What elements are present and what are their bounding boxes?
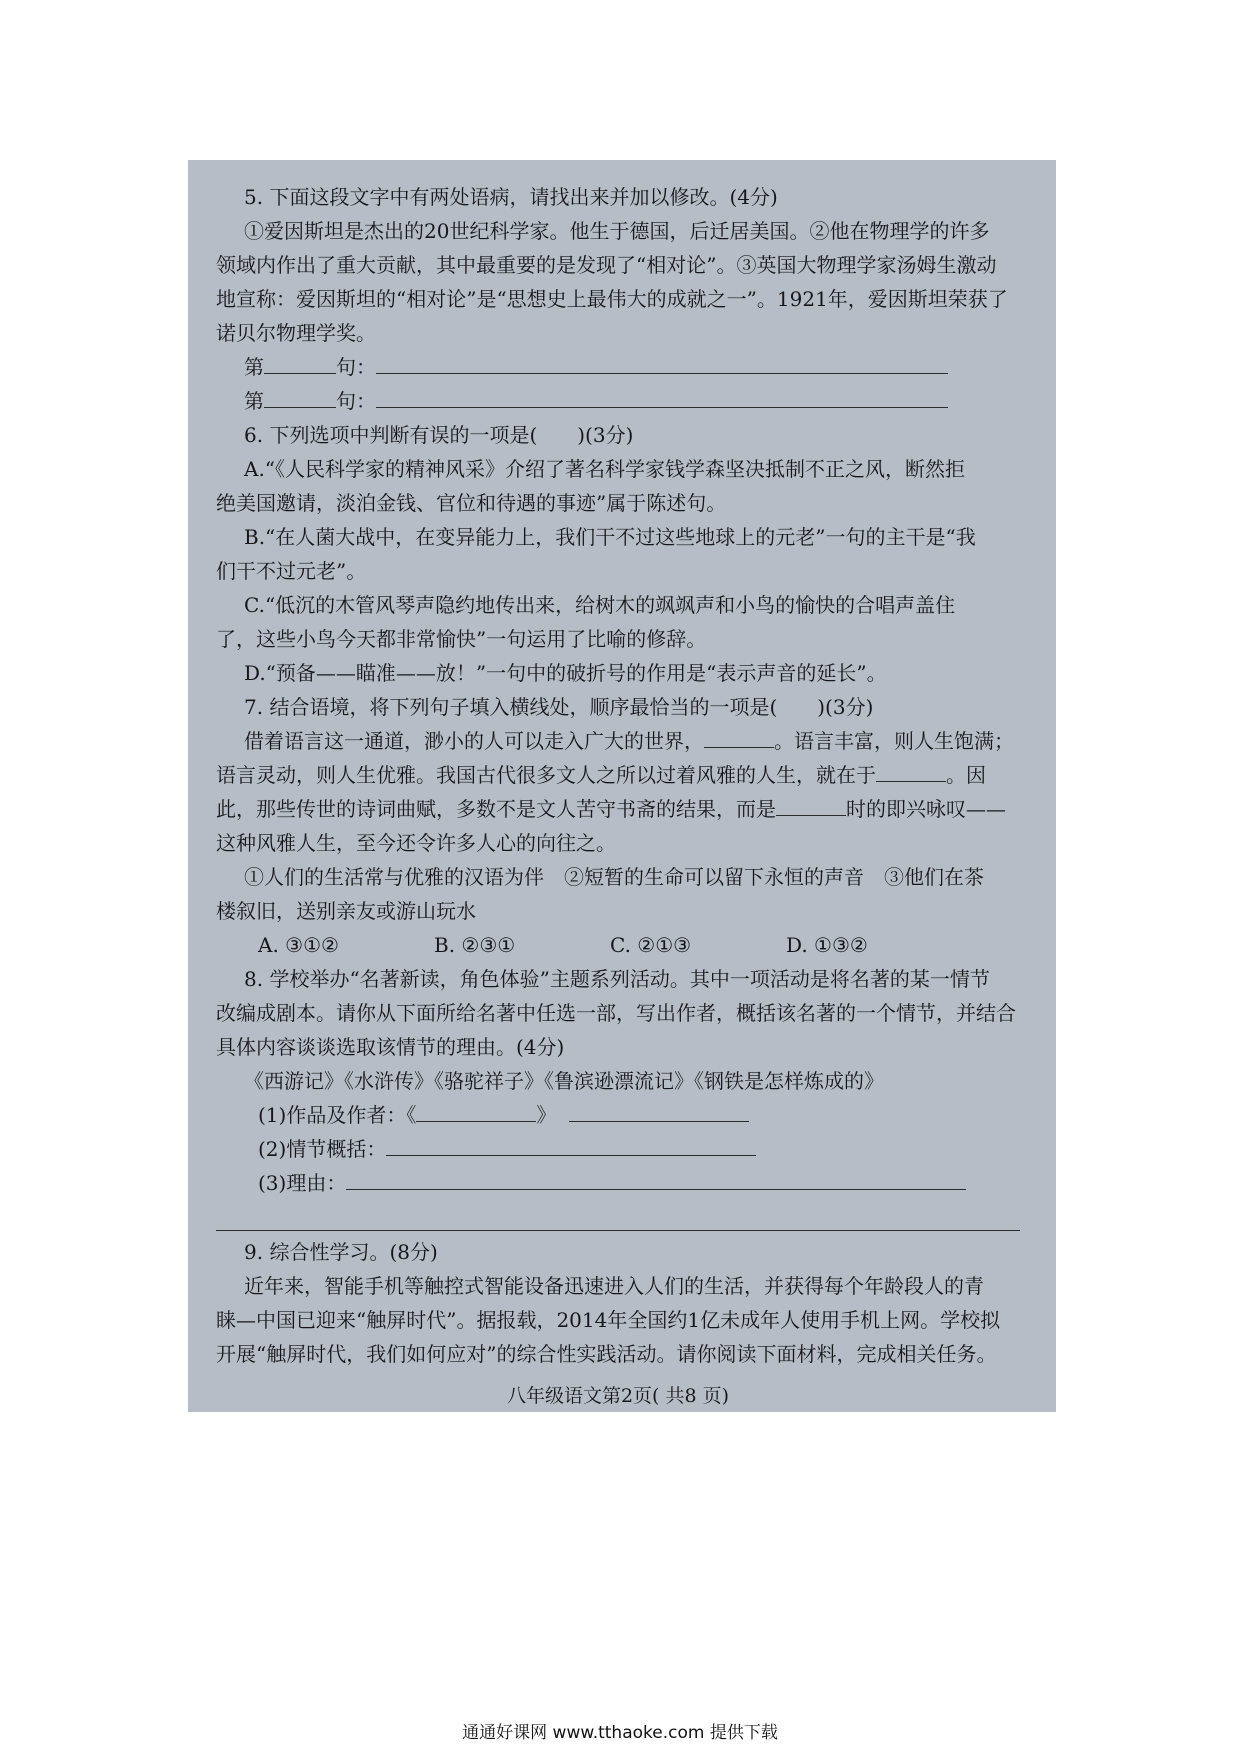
reason-blank[interactable]: [346, 1167, 966, 1190]
scanned-exam-page: [188, 160, 1056, 1412]
q8-item-2: [216, 1132, 1020, 1166]
passage-text: 借着语言这一通道，渺小的人可以走入广大的世界，: [244, 729, 704, 753]
q7-title: [216, 690, 1020, 724]
q7-passage-line-3: [216, 792, 1020, 826]
q6-option-a-line-2: 绝美国邀请，淡泊金钱、官位和待遇的事迹”属于陈述句。: [216, 491, 727, 515]
q6-option-d: D.“预备——瞄准——放！”一句中的破折号的作用是“表示声音的延长”。: [244, 661, 887, 685]
q6-title-text: 6. 下列选项中判断有误的一项是(: [244, 423, 538, 447]
answer-mid: 句：: [336, 389, 376, 413]
q7-option-b: B. ②③①: [434, 933, 516, 957]
passage-text: 时的即兴咏叹——: [846, 797, 1006, 821]
plot-summary-blank[interactable]: [386, 1133, 756, 1156]
q5-answer-row-1: [216, 350, 1020, 384]
sentence-number-blank[interactable]: [264, 351, 336, 374]
title-mark-open: 《: [406, 1103, 417, 1127]
passage-text: 语言灵动，则人生优雅。我国古代很多文人之所以过着风雅的人生，就在于: [216, 763, 876, 787]
sentence-number-blank[interactable]: [264, 385, 336, 408]
q7-passage-line-2: [216, 758, 1020, 792]
q7-option-a: A. ③①②: [258, 933, 339, 957]
q6-option-a-line-1: A.“《人民科学家的精神风采》介绍了著名科学家钱学森坚决抵制不正之风，断然拒: [244, 457, 966, 481]
author-blank[interactable]: [569, 1099, 749, 1122]
q9-line-2: 睐—中国已迎来“触屏时代”。据报载，2014年全国约1亿未成年人使用手机上网。学校拟: [216, 1308, 1001, 1332]
q7-score: )(3分): [817, 695, 874, 719]
site-download-footer: 通通好课网 www.tthaoke.com 提供下载: [462, 1723, 778, 1743]
q6-score: )(3分): [577, 423, 634, 447]
fill-blank-1[interactable]: [704, 725, 774, 748]
fill-blank-2[interactable]: [876, 759, 946, 782]
q7-options: [216, 928, 1020, 962]
q7-sentences-line-1: ①人们的生活常与优雅的汉语为伴 ②短暂的生命可以留下永恒的声音 ③他们在茶: [244, 865, 984, 889]
q9-line-3: 开展“触屏时代，我们如何应对”的综合性实践活动。请你阅读下面材料，完成相关任务。: [216, 1342, 997, 1366]
q9-title: 9. 综合性学习。(8分): [244, 1240, 438, 1264]
q5-line-3: 地宣称：爱因斯坦的“相对论”是“思想史上最伟大的成就之一”。1921年，爱因斯坦荣获了: [216, 287, 1008, 311]
item-3-label: (3)理由：: [258, 1171, 347, 1195]
passage-text: 。因: [946, 763, 986, 787]
title-mark-close: 》: [536, 1103, 557, 1127]
q7-sentences-line-2: 楼叙旧，送别亲友或游山玩水: [216, 899, 476, 923]
page-number-footer: 八年级语文第2页( 共8 页): [506, 1385, 730, 1407]
answer-prefix: 第: [244, 355, 264, 379]
item-2-label: (2)情节概括：: [258, 1137, 387, 1161]
q8-line-2: 改编成剧本。请你从下面所给名著中任选一部，写出作者，概括该名著的一个情节，并结合: [216, 1001, 1016, 1025]
q5-title: 5. 下面这段文字中有两处语病，请找出来并加以修改。(4分): [244, 185, 778, 209]
answer-prefix: 第: [244, 389, 264, 413]
q8-book-list: 《西游记》《水浒传》《骆驼祥子》《鲁滨逊漂流记》《钢铁是怎样炼成的》: [244, 1069, 884, 1093]
q6-title: [216, 418, 1020, 452]
q8-item-3: [216, 1166, 1020, 1200]
q6-option-b-line-2: 们干不过元老”。: [216, 559, 367, 583]
q6-option-b-line-1: B.“在人菌大战中，在变异能力上，我们干不过这些地球上的元老”一句的主干是“我: [244, 525, 976, 549]
q5-answer-row-2: [216, 384, 1020, 418]
book-title-blank[interactable]: [416, 1099, 536, 1122]
q8-line-1: 8. 学校举办“名著新读，角色体验”主题系列活动。其中一项活动是将名著的某一情节: [244, 967, 990, 991]
correction-blank[interactable]: [376, 385, 948, 408]
q6-option-c-line-2: 了，这些小鸟今天都非常愉快”一句运用了比喻的修辞。: [216, 627, 707, 651]
q8-item-1: [216, 1098, 1020, 1132]
q7-title-text: 7. 结合语境，将下列句子填入横线处，顺序最恰当的一项是(: [244, 695, 778, 719]
q7-passage-line-4: 这种风雅人生，至今还令许多人心的向往之。: [216, 831, 616, 855]
q6-option-c-line-1: C.“低沉的木管风琴声隐约地传出来，给树木的飒飒声和小鸟的愉快的合唱声盖住: [244, 593, 956, 617]
q5-line-2: 领域内作出了重大贡献，其中最重要的是发现了“相对论”。③英国大物理学家汤姆生激动: [216, 253, 997, 277]
q7-option-c: C. ②①③: [610, 933, 692, 957]
reason-blank-continuation[interactable]: [216, 1204, 1020, 1231]
q9-line-1: 近年来，智能手机等触控式智能设备迅速进入人们的生活，并获得每个年龄段人的青: [244, 1274, 984, 1298]
fill-blank-3[interactable]: [776, 793, 846, 816]
q5-line-4: 诺贝尔物理学奖。: [216, 321, 376, 345]
q7-passage-line-1: [216, 724, 1020, 758]
answer-mid: 句：: [336, 355, 376, 379]
correction-blank[interactable]: [376, 351, 948, 374]
item-1-label: (1)作品及作者：: [258, 1103, 407, 1127]
passage-text: 此，那些传世的诗词曲赋，多数不是文人苦守书斋的结果，而是: [216, 797, 776, 821]
q8-line-3: 具体内容谈谈选取该情节的理由。(4分): [216, 1035, 565, 1059]
q7-option-d: D. ①③②: [786, 933, 868, 957]
passage-text: 。语言丰富，则人生饱满；: [774, 729, 1014, 753]
q5-line-1: ①爱因斯坦是杰出的20世纪科学家。他生于德国，后迁居美国。②他在物理学的许多: [244, 219, 990, 243]
